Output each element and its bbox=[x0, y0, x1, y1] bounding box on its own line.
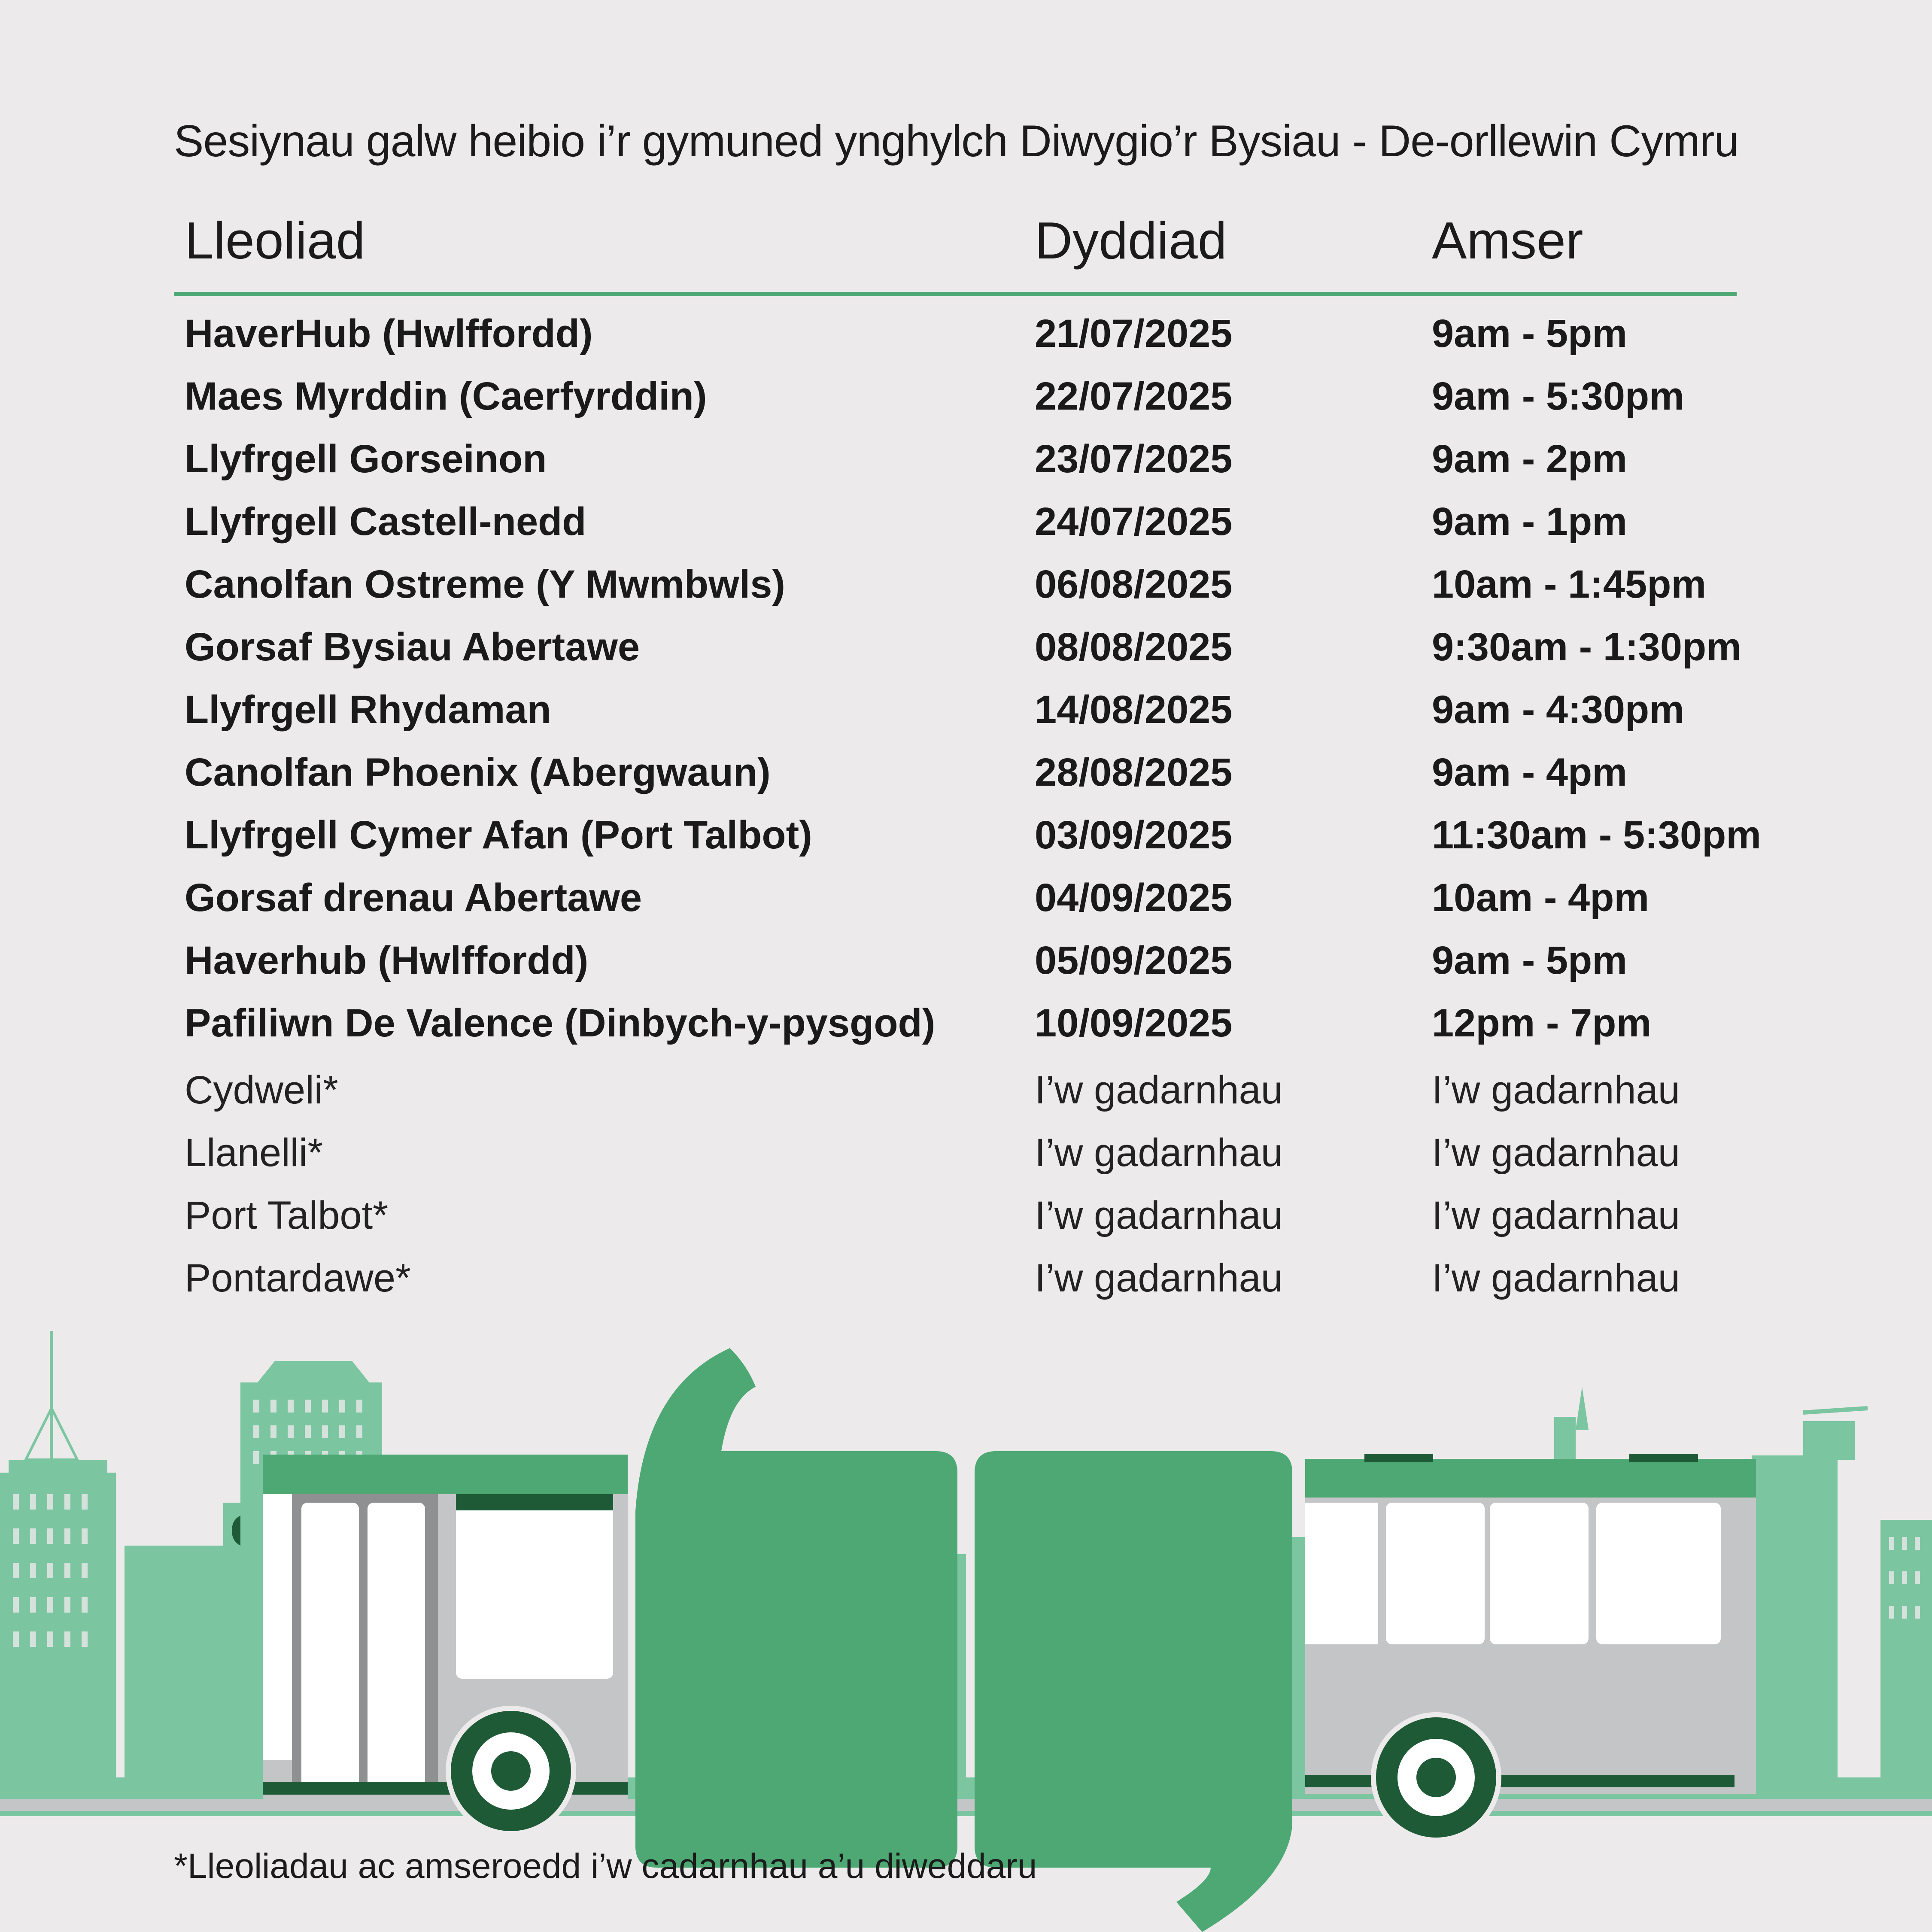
table-row bbox=[174, 311, 1737, 374]
row-location: Cydweli* bbox=[185, 1068, 338, 1112]
row-location: Llyfrgell Cymer Afan (Port Talbot) bbox=[185, 813, 812, 857]
table-row bbox=[174, 437, 1737, 499]
row-date: 22/07/2025 bbox=[1035, 374, 1233, 418]
row-date: I’w gadarnhau bbox=[1035, 1194, 1283, 1237]
row-date: 21/07/2025 bbox=[1035, 312, 1233, 355]
table-row bbox=[174, 499, 1737, 562]
table-row bbox=[174, 938, 1737, 1001]
row-location: Llanelli* bbox=[185, 1131, 323, 1175]
row-location: Llyfrgell Rhydaman bbox=[185, 688, 551, 732]
row-time: 10am - 4pm bbox=[1432, 876, 1649, 920]
row-location: Port Talbot* bbox=[185, 1194, 388, 1237]
row-time: I’w gadarnhau bbox=[1432, 1068, 1680, 1112]
row-time: 12pm - 7pm bbox=[1432, 1001, 1652, 1045]
row-location: Llyfrgell Gorseinon bbox=[185, 437, 547, 481]
table-row bbox=[174, 875, 1737, 938]
row-time: I’w gadarnhau bbox=[1432, 1131, 1680, 1175]
row-time: 9am - 1pm bbox=[1432, 500, 1628, 544]
row-time: 9am - 4pm bbox=[1432, 750, 1628, 794]
row-date: 23/07/2025 bbox=[1035, 437, 1233, 481]
table-row-tbc bbox=[174, 1256, 1737, 1318]
row-date: 08/08/2025 bbox=[1035, 625, 1233, 669]
row-time: 9am - 2pm bbox=[1432, 437, 1628, 481]
row-location: Canolfan Phoenix (Abergwaun) bbox=[185, 750, 771, 794]
row-date: 28/08/2025 bbox=[1035, 750, 1233, 794]
bus-wheel-front bbox=[446, 1706, 576, 1836]
row-location: Maes Myrddin (Caerfyrddin) bbox=[185, 374, 707, 418]
column-header-date: Dyddiad bbox=[1035, 211, 1227, 270]
row-date: 24/07/2025 bbox=[1035, 500, 1233, 544]
row-time: 9am - 5:30pm bbox=[1432, 374, 1685, 418]
row-location: Llyfrgell Castell-nedd bbox=[185, 500, 586, 544]
page-title: Sesiynau galw heibio i’r gymuned ynghylch Diwygio’r Bysiau - De-orllewin Cymru bbox=[174, 116, 1739, 166]
row-location: Pafiliwn De Valence (Dinbych-y-pysgod) bbox=[185, 1001, 936, 1045]
row-location: Haverhub (Hwlffordd) bbox=[185, 939, 589, 982]
table-row bbox=[174, 374, 1737, 437]
row-time: 9am - 4:30pm bbox=[1432, 688, 1685, 732]
row-time: I’w gadarnhau bbox=[1432, 1194, 1680, 1237]
table-row bbox=[174, 813, 1762, 875]
row-location: Pontardawe* bbox=[185, 1256, 411, 1300]
row-time: 9am - 5pm bbox=[1432, 312, 1628, 355]
column-header-time: Amser bbox=[1432, 211, 1583, 270]
row-time: 11:30am - 5:30pm bbox=[1432, 813, 1762, 857]
bus-wheel-rear bbox=[1371, 1712, 1501, 1843]
bus-rear-section bbox=[1305, 1454, 1756, 1794]
row-date: 14/08/2025 bbox=[1035, 688, 1233, 732]
row-location: HaverHub (Hwlffordd) bbox=[185, 312, 593, 355]
row-date: 03/09/2025 bbox=[1035, 813, 1233, 857]
table-row bbox=[174, 750, 1737, 813]
table-row-tbc bbox=[174, 1130, 1737, 1193]
table-row bbox=[174, 687, 1737, 750]
row-time: I’w gadarnhau bbox=[1432, 1256, 1680, 1300]
row-date: I’w gadarnhau bbox=[1035, 1068, 1283, 1112]
footnote: *Lleoliadau ac amseroedd i’w cadarnhau a’u diweddaru bbox=[174, 1847, 1037, 1886]
row-time: 10am - 1:45pm bbox=[1432, 562, 1707, 606]
row-location: Gorsaf Bysiau Abertawe bbox=[185, 625, 640, 669]
row-location: Gorsaf drenau Abertawe bbox=[185, 876, 642, 920]
header-divider bbox=[174, 292, 1737, 296]
row-date: 10/09/2025 bbox=[1035, 1001, 1233, 1045]
row-date: 04/09/2025 bbox=[1035, 876, 1233, 920]
row-time: 9am - 5pm bbox=[1432, 939, 1628, 982]
row-location: Canolfan Ostreme (Y Mwmbwls) bbox=[185, 562, 786, 606]
row-time: 9:30am - 1:30pm bbox=[1432, 625, 1741, 669]
table-row bbox=[174, 1001, 1737, 1063]
table-row bbox=[174, 625, 1741, 687]
row-date: 06/08/2025 bbox=[1035, 562, 1233, 606]
table-row-tbc bbox=[174, 1193, 1737, 1256]
column-header-location: Lleoliad bbox=[185, 211, 365, 270]
row-date: 05/09/2025 bbox=[1035, 939, 1233, 982]
row-date: I’w gadarnhau bbox=[1035, 1256, 1283, 1300]
bus-skyline-illustration bbox=[0, 1331, 1932, 1932]
table-row-tbc bbox=[174, 1068, 1737, 1130]
table-row bbox=[174, 562, 1737, 625]
row-date: I’w gadarnhau bbox=[1035, 1131, 1283, 1175]
